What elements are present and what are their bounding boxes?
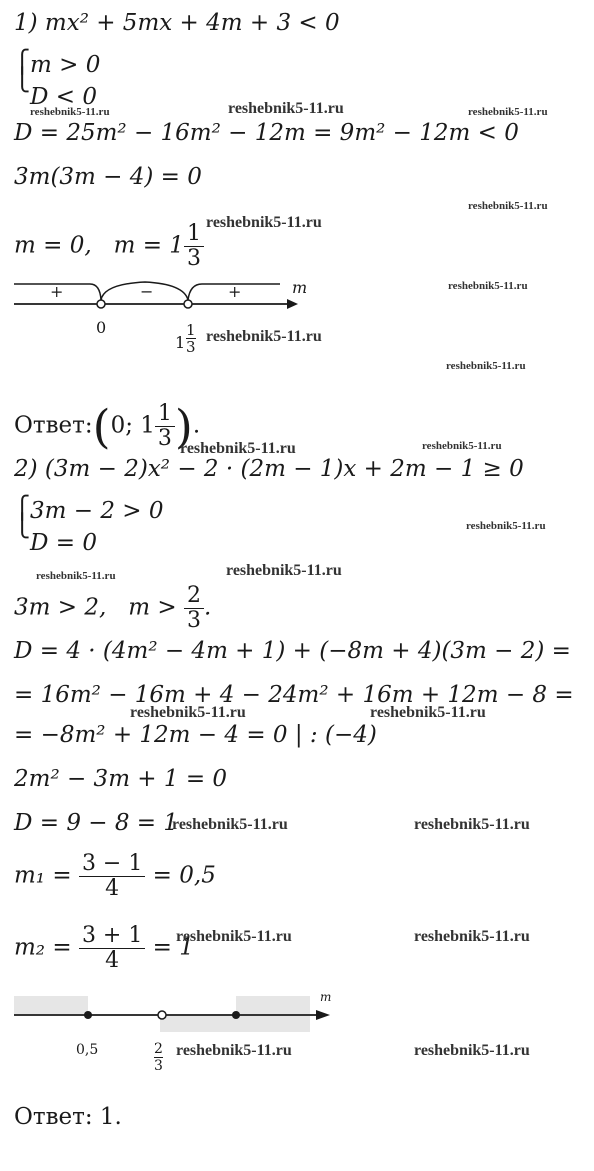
number-line-2 xyxy=(0,990,340,1036)
number-line-1 xyxy=(0,270,320,320)
watermark: reshebnik5-11.ru xyxy=(370,704,486,721)
discriminant-1: D = 25m² − 16m² − 12m = 9m² − 12m < 0 xyxy=(14,120,519,146)
tick-label-half: 0,5 xyxy=(76,1042,99,1058)
answer-2: Ответ: 1. xyxy=(14,1104,122,1130)
watermark: reshebnik5-11.ru xyxy=(176,1042,292,1059)
system-1-condition-b: D < 0 xyxy=(30,84,97,110)
problem-1-inequality: 1) mx² + 5mx + 4m + 3 < 0 xyxy=(14,10,340,36)
root-m2: m₂ = $\frac{3 + 1}{4}$ = 1 xyxy=(14,923,194,973)
root-m1: m₁ = $\frac{3 - 1}{4}$ = 0,5 xyxy=(14,851,216,901)
watermark: reshebnik5-11.ru xyxy=(30,106,110,118)
axis-label-1: m xyxy=(292,278,308,297)
watermark: reshebnik5-11.ru xyxy=(226,562,342,579)
tick-label-one-third-whole: 1 xyxy=(175,333,186,352)
watermark: reshebnik5-11.ru xyxy=(172,816,288,833)
watermark: reshebnik5-11.ru xyxy=(466,520,546,532)
watermark: reshebnik5-11.ru xyxy=(468,200,548,212)
system-1-condition-a: m > 0 xyxy=(30,52,101,78)
watermark: reshebnik5-11.ru xyxy=(414,816,530,833)
watermark: reshebnik5-11.ru xyxy=(176,928,292,945)
watermark: reshebnik5-11.ru xyxy=(206,328,322,345)
watermark: reshebnik5-11.ru xyxy=(414,1042,530,1059)
watermark: reshebnik5-11.ru xyxy=(448,280,528,292)
sign-minus-middle: − xyxy=(140,282,154,301)
discriminant-2-value: D = 9 − 8 = 1 xyxy=(14,810,179,836)
watermark: reshebnik5-11.ru xyxy=(36,570,116,582)
watermark: reshebnik5-11.ru xyxy=(180,440,296,457)
system-brace-2: ⎧ ⎩ xyxy=(14,496,31,539)
watermark: reshebnik5-11.ru xyxy=(206,214,322,231)
answer-1: Ответ:(0; 1 $\frac{1}{3}$ ). xyxy=(14,399,201,454)
tick-label-two-thirds: $\frac{2}{3}$ xyxy=(154,1041,163,1074)
condition-2: 3m > 2, m > $\frac{2}{3}$ . xyxy=(14,583,212,633)
watermark: reshebnik5-11.ru xyxy=(446,360,526,372)
factored-equation-1: 3m(3m − 4) = 0 xyxy=(14,164,202,190)
sign-plus-left: + xyxy=(50,282,64,301)
discriminant-2-line-3: = −8m² + 12m − 4 = 0 | : (−4) xyxy=(14,722,377,748)
watermark: reshebnik5-11.ru xyxy=(130,704,246,721)
watermark: reshebnik5-11.ru xyxy=(414,928,530,945)
system-2-condition-b: D = 0 xyxy=(30,530,97,556)
watermark: reshebnik5-11.ru xyxy=(228,100,344,117)
problem-2-inequality: 2) (3m − 2)x² − 2 · (2m − 1)x + 2m − 1 ≥ 0 xyxy=(14,456,524,482)
watermark: reshebnik5-11.ru xyxy=(422,440,502,452)
sign-plus-right: + xyxy=(228,282,242,301)
system-2-condition-a: 3m − 2 > 0 xyxy=(30,498,164,524)
roots-1: m = 0, m = 1 $\frac{1}{3}$ xyxy=(14,222,204,271)
discriminant-2-line-1: D = 4 · (4m² − 4m + 1) + (−8m + 4)(3m − 2) = xyxy=(14,638,571,664)
quadratic-equation-2: 2m² − 3m + 1 = 0 xyxy=(14,766,228,792)
tick-label-zero: 0 xyxy=(96,318,107,337)
system-brace-1: ⎧ ⎩ xyxy=(14,50,31,93)
discriminant-2-line-2: = 16m² − 16m + 4 − 24m² + 16m + 12m − 8 = xyxy=(14,682,574,708)
watermark: reshebnik5-11.ru xyxy=(468,106,548,118)
tick-label-one-third-frac: $\frac{1}{3}$ xyxy=(186,321,196,356)
axis-label-2: m xyxy=(320,990,332,1004)
